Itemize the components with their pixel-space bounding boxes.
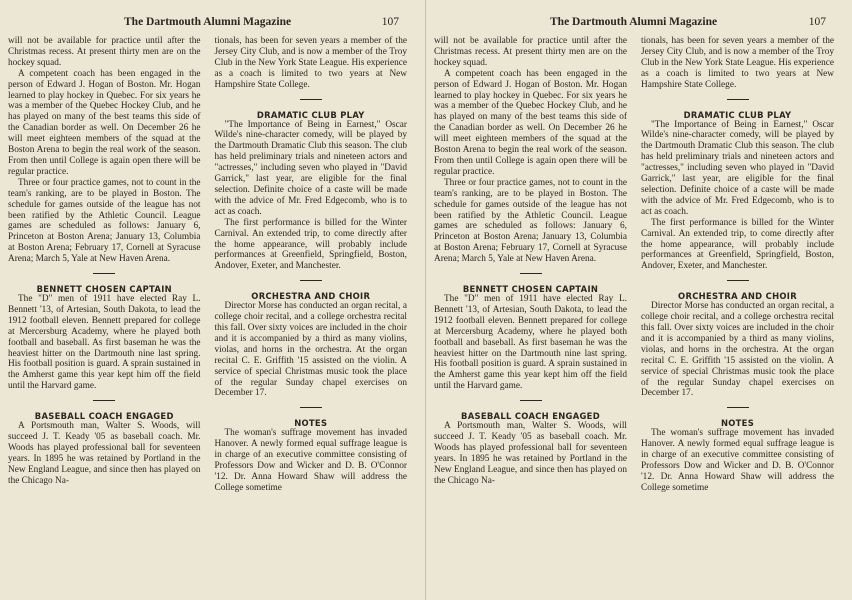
woods-paragraph: tionals, has been for seven years a member of the Jersey City Club, and is now a member of the Troy Club in the New York State League. His experience as a coach is limited to two years at New Hampshire State College. — [214, 36, 407, 90]
section-rule — [300, 99, 322, 100]
section-rule — [300, 280, 322, 281]
column-right — [641, 36, 834, 494]
section-rule — [727, 99, 749, 100]
section-heading: ORCHESTRA AND CHOIR — [678, 291, 797, 302]
section-heading: NOTES — [294, 418, 328, 429]
page-number: 107 — [381, 16, 399, 28]
section-rule — [727, 407, 749, 408]
running-head — [8, 16, 407, 36]
notes-paragraph: The woman's suffrage movement has invaded Hanover. A newly formed equal suffrage league is in charge of an executive committee consisting of Professors Dow and Wicker and D. B. O'Connor '12. Dr. Anna Howard Shaw will address the College sometime — [214, 428, 407, 493]
section-rule — [93, 400, 115, 401]
section-heading: DRAMATIC CLUB PLAY — [683, 109, 792, 120]
section-rule — [520, 273, 542, 274]
running-head — [434, 16, 834, 36]
section-heading: DRAMATIC CLUB PLAY — [256, 109, 365, 120]
orchestra-paragraph: Director Morse has conducted an organ recital, a college choir recital, and a college orchestra recital this fall. Over sixty voices are included in the choir and it is accompanied by a third as many violins, violas, and horns in the orchestra. At the organ recital C. E. Griffith '15 assisted on the violin. A service of special Christmas music took the place of the regular Sunday chapel exercises on December 17. — [214, 301, 407, 399]
hockey-paragraph: Three or four practice games, not to count in the team's ranking, are to be played in Boston. The schedule for games outside of the league has not been ratified by the Athletic Council. League games are scheduled as follows: January 6, Princeton at Boston Arena; January 13, Columbia at Boston Arena; February 17, Cornell at Syracuse Arena; March 5, Yale at New Haven Arena. — [8, 177, 201, 265]
magazine-page-right — [426, 0, 852, 600]
hockey-paragraph: will not be available for practice until after the Christmas recess. At present thirty men are on the hockey squad. — [8, 36, 201, 68]
hockey-paragraph: A competent coach has been engaged in the person of Edward J. Hogan of Boston. Mr. Hogan learned to play hockey in Quebec. For six years he was a member of the Quebec Hockey Club, and he has played on many of the best teams this side of the Canadian border as well. On December 26 he will meet eighteen members of the squad at the Boston Arena to begin the real work of the season. From then until College is again open there will be regular practice. — [434, 68, 627, 177]
section-rule — [520, 400, 542, 401]
bennett-paragraph: The "D" men of 1911 have elected Ray L. Bennett '13, of Artesian, South Dakota, to lead the 1912 football eleven. Bennett prepared for college at Mercersburg Academy, where he played both football and baseball. As first baseman he was the heaviest hitter on the Dartmouth nine last spring. His football position is guard. A sprain sustained in the Amherst game this year kept him off the field until the Harvard game. — [434, 294, 627, 392]
section-heading: ORCHESTRA AND CHOIR — [251, 291, 371, 302]
orchestra-paragraph: Director Morse has conducted an organ recital, a college choir recital, and a college orchestra recital this fall. Over sixty voices are included in the choir and it is accompanied by a third as many violins, violas, and horns in the orchestra. At the organ recital C. E. Griffith '15 assisted on the violin. A service of special Christmas music took the place of the regular Sunday chapel exercises on December 17. — [641, 301, 834, 399]
section-rule — [300, 407, 322, 408]
section-heading: BASEBALL COACH ENGAGED — [34, 411, 174, 422]
page-number: 107 — [808, 16, 826, 28]
woods-paragraph: tionals, has been for seven years a member of the Jersey City Club, and is now a member of the Troy Club in the New York State League. His experience as a coach is limited to two years at New Hampshire State College. — [641, 36, 834, 90]
section-rule — [93, 273, 115, 274]
dramatic-paragraph: The first performance is billed for the Winter Carnival. An extended trip, to come directly after the home appearance, will probably include performances at Greenfield, Springfield, Boston, Andover, Exeter, and Manchester. — [641, 217, 834, 272]
hockey-paragraph: Three or four practice games, not to count in the team's ranking, are to be played in Boston. The schedule for games outside of the league has not been ratified by the Athletic Council. League games are scheduled as follows: January 6, Princeton at Boston Arena; January 13, Columbia at Boston Arena; February 17, Cornell at Syracuse Arena; March 5, Yale at New Haven Arena. — [434, 177, 627, 265]
baseball-paragraph: A Portsmouth man, Walter S. Woods, will succeed J. T. Keady '05 as baseball coach. Mr. Woods has played professional ball for seventeen years. In 1895 he was retained by Portland in the New England League, and since then has played on the Chicago Na- — [434, 421, 627, 486]
hockey-paragraph: A competent coach has been engaged in the person of Edward J. Hogan of Boston. Mr. Hogan learned to play hockey in Quebec. For six years he was a member of the Quebec Hockey Club, and he has played on many of the best teams this side of the Canadian border as well. On December 26 he will meet eighteen members of the squad at the Boston Arena to begin the real work of the season. From then until College is again open there will be regular practice. — [8, 68, 201, 177]
section-heading: BENNETT CHOSEN CAPTAIN — [36, 284, 172, 295]
section-heading: BENNETT CHOSEN CAPTAIN — [462, 284, 599, 295]
section-heading: BASEBALL COACH ENGAGED — [461, 411, 600, 422]
dramatic-paragraph: The first performance is billed for the Winter Carnival. An extended trip, to come directly after the home appearance, will probably include performances at Greenfield, Springfield, Boston, Andover, Exeter, and Manchester. — [214, 217, 407, 272]
notes-paragraph: The woman's suffrage movement has invaded Hanover. A newly formed equal suffrage league is in charge of an executive committee consisting of Professors Dow and Wicker and D. B. O'Connor '12. Dr. Anna Howard Shaw will address the College sometime — [641, 428, 834, 493]
section-heading: NOTES — [720, 418, 755, 429]
column-left — [434, 36, 627, 494]
column-left — [8, 36, 201, 494]
magazine-title: The Dartmouth Alumni Magazine — [124, 16, 292, 28]
dramatic-paragraph: "The Importance of Being in Earnest," Oscar Wilde's nine-character comedy, will be played by the Dartmouth Dramatic Club this season. The club has held preliminary trials and nineteen actors and "actresses," including seven who played in "David Garrick," last year, are eligible for the final selection. Definite choice of a caste will be made with the advice of Mr. Fred Edgecomb, who is to act as coach. — [641, 119, 834, 217]
bennett-paragraph: The "D" men of 1911 have elected Ray L. Bennett '13, of Artesian, South Dakota, to lead the 1912 football eleven. Bennett prepared for college at Mercersburg Academy, where he played both football and baseball. As first baseman he was the heaviest hitter on the Dartmouth nine last spring. His football position is guard. A sprain sustained in the Amherst game this year kept him off the field until the Harvard game. — [8, 294, 201, 392]
section-rule — [727, 280, 749, 281]
dramatic-paragraph: "The Importance of Being in Earnest," Oscar Wilde's nine-character comedy, will be played by the Dartmouth Dramatic Club this season. The club has held preliminary trials and nineteen actors and "actresses," including seven who played in "David Garrick," last year, are eligible for the final selection. Definite choice of a caste will be made with the advice of Mr. Fred Edgecomb, who is to act as coach. — [214, 119, 407, 217]
column-right — [215, 36, 408, 494]
magazine-title: The Dartmouth Alumni Magazine — [550, 16, 718, 28]
hockey-paragraph: will not be available for practice until after the Christmas recess. At present thirty men are on the hockey squad. — [434, 36, 627, 68]
baseball-paragraph: A Portsmouth man, Walter S. Woods, will succeed J. T. Keady '05 as baseball coach. Mr. Woods has played professional ball for seventeen years. In 1895 he was retained by Portland in the New England League, and since then has played on the Chicago Na- — [8, 421, 201, 486]
